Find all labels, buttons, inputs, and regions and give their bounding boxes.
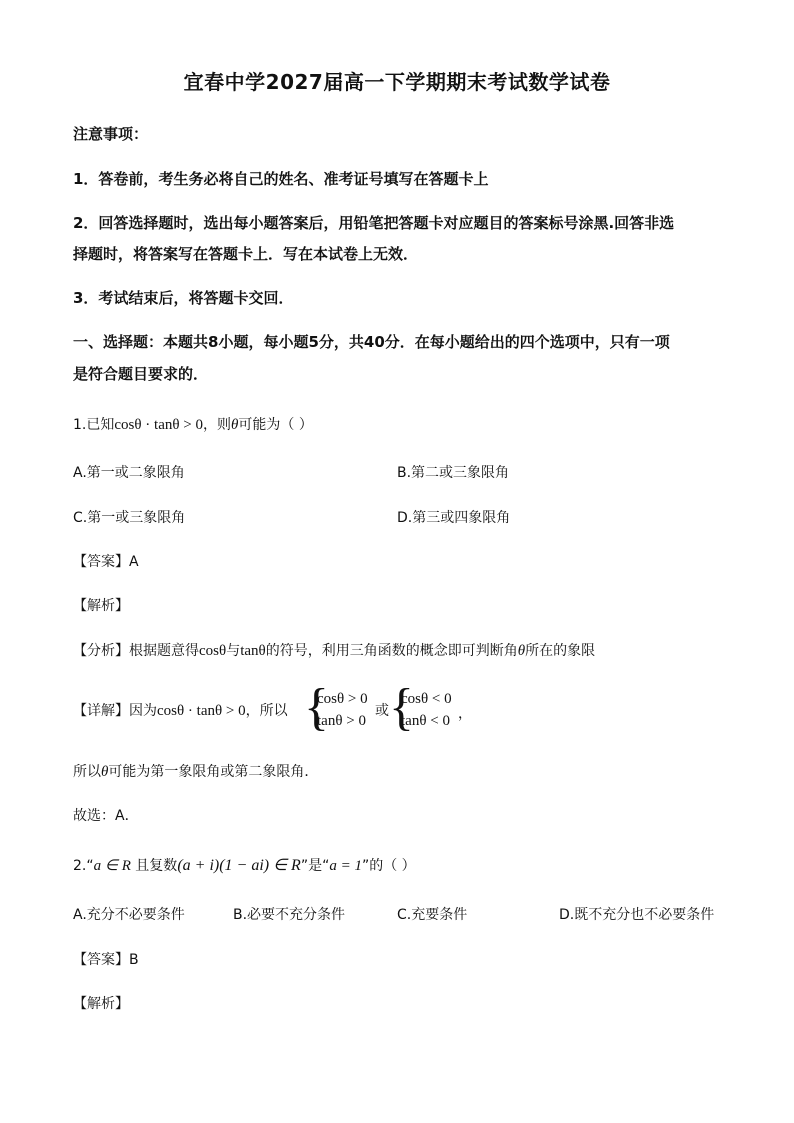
- question-1-stem: [73, 414, 313, 434]
- q1-option-c: C.第一或三象限角: [73, 510, 186, 526]
- system-2: [401, 688, 452, 732]
- notes-heading: 注意事项：: [73, 125, 149, 143]
- q1-conclusion-a: 所以: [73, 764, 101, 780]
- q1-fenxi-c: 的符号，利用三角函数的概念即可判断角: [265, 643, 518, 659]
- q1-detail-end: ，: [458, 706, 472, 722]
- q1-fenxi-cos: cosθ: [199, 643, 227, 659]
- question-2-stem: [73, 855, 416, 875]
- q1-middle: ，则: [203, 417, 232, 433]
- system-1-brace: {: [304, 679, 329, 736]
- q1-detail-cond: cosθ · tanθ > 0: [157, 703, 246, 719]
- q1-fenxi-tan: tanθ: [240, 643, 266, 659]
- q2-option-d: D.既不充分也不必要条件: [559, 907, 715, 923]
- q2-analysis-label: 【解析】: [73, 996, 129, 1012]
- section-heading-cont: 是符合题目要求的．: [73, 365, 209, 383]
- system-2-row-1: cosθ < 0: [401, 691, 452, 707]
- q1-conclusion-b: 可能为第一象限角或第二象限角．: [108, 764, 319, 780]
- system-1: [317, 688, 368, 732]
- q1-analysis-label: 【解析】: [73, 598, 129, 614]
- system-1-row-1: cosθ > 0: [317, 691, 368, 707]
- q2-suffix: ”的（ ）: [361, 858, 416, 874]
- q1-detail-or: 或: [375, 703, 389, 719]
- q1-prefix: 1.已知: [73, 417, 115, 433]
- q1-fenxi-b: 与: [226, 643, 241, 659]
- system-1-row-2: tanθ > 0: [317, 713, 366, 729]
- q1-suffix: 可能为（ ）: [238, 417, 313, 433]
- q2-prefix: 2.“: [73, 858, 94, 874]
- q1-conclusion: [73, 761, 318, 781]
- note-item-3: 3．考试结束后，将答题卡交回．: [73, 289, 294, 307]
- q2-answer: 【答案】B: [73, 952, 139, 968]
- q1-answer: 【答案】A: [73, 554, 139, 570]
- q2-option-a: A.充分不必要条件: [73, 907, 185, 923]
- note-item-2: 2．回答选择题时，选出每小题答案后，用铅笔把答题卡对应题目的答案标号涂黑.回答非选: [73, 214, 675, 232]
- q2-option-c: C.充要条件: [397, 907, 468, 923]
- q1-fenxi-a: 【分析】根据题意得: [73, 643, 199, 659]
- system-2-brace: {: [389, 679, 414, 736]
- q1-detail-b: ，所以: [245, 703, 288, 719]
- q2-option-b: B.必要不充分条件: [233, 907, 346, 923]
- q1-fenxi-d: 所在的象限: [525, 643, 596, 659]
- q2-cond1: a ∈ R: [93, 858, 131, 874]
- q1-detail-lead: [73, 700, 288, 720]
- q1-condition: cosθ · tanθ > 0: [114, 417, 204, 433]
- q1-conclusion-var: θ: [101, 764, 109, 780]
- q1-fenxi: [73, 640, 595, 660]
- q1-detail-a: 【详解】因为: [73, 703, 157, 719]
- q2-mid2: ”是“: [300, 858, 330, 874]
- q1-fenxi-var: θ: [517, 643, 526, 659]
- q2-cond2: a = 1: [329, 858, 362, 874]
- q1-option-a: A.第一或二象限角: [73, 465, 185, 481]
- q2-mid1: 且复数: [130, 858, 178, 874]
- note-item-2-cont: 择题时，将答案写在答题卡上．写在本试卷上无效．: [73, 245, 419, 263]
- q1-option-d: D.第三或四象限角: [397, 510, 511, 526]
- q1-variable: θ: [231, 417, 239, 433]
- note-item-1: 1．答卷前，考生务必将自己的姓名、准考证号填写在答题卡上: [73, 170, 489, 188]
- system-2-row-2: tanθ < 0: [401, 713, 450, 729]
- exam-title: 宜春中学2027届高一下学期期末考试数学试卷: [183, 70, 611, 94]
- section-heading: 一、选择题：本题共8小题，每小题5分，共40分．在每小题给出的四个选项中，只有一项: [73, 333, 670, 351]
- q1-choice: 故选：A．: [73, 808, 139, 824]
- q1-option-b: B.第二或三象限角: [397, 465, 510, 481]
- q2-expression: (a + i)(1 − ai) ∈ R: [177, 857, 301, 874]
